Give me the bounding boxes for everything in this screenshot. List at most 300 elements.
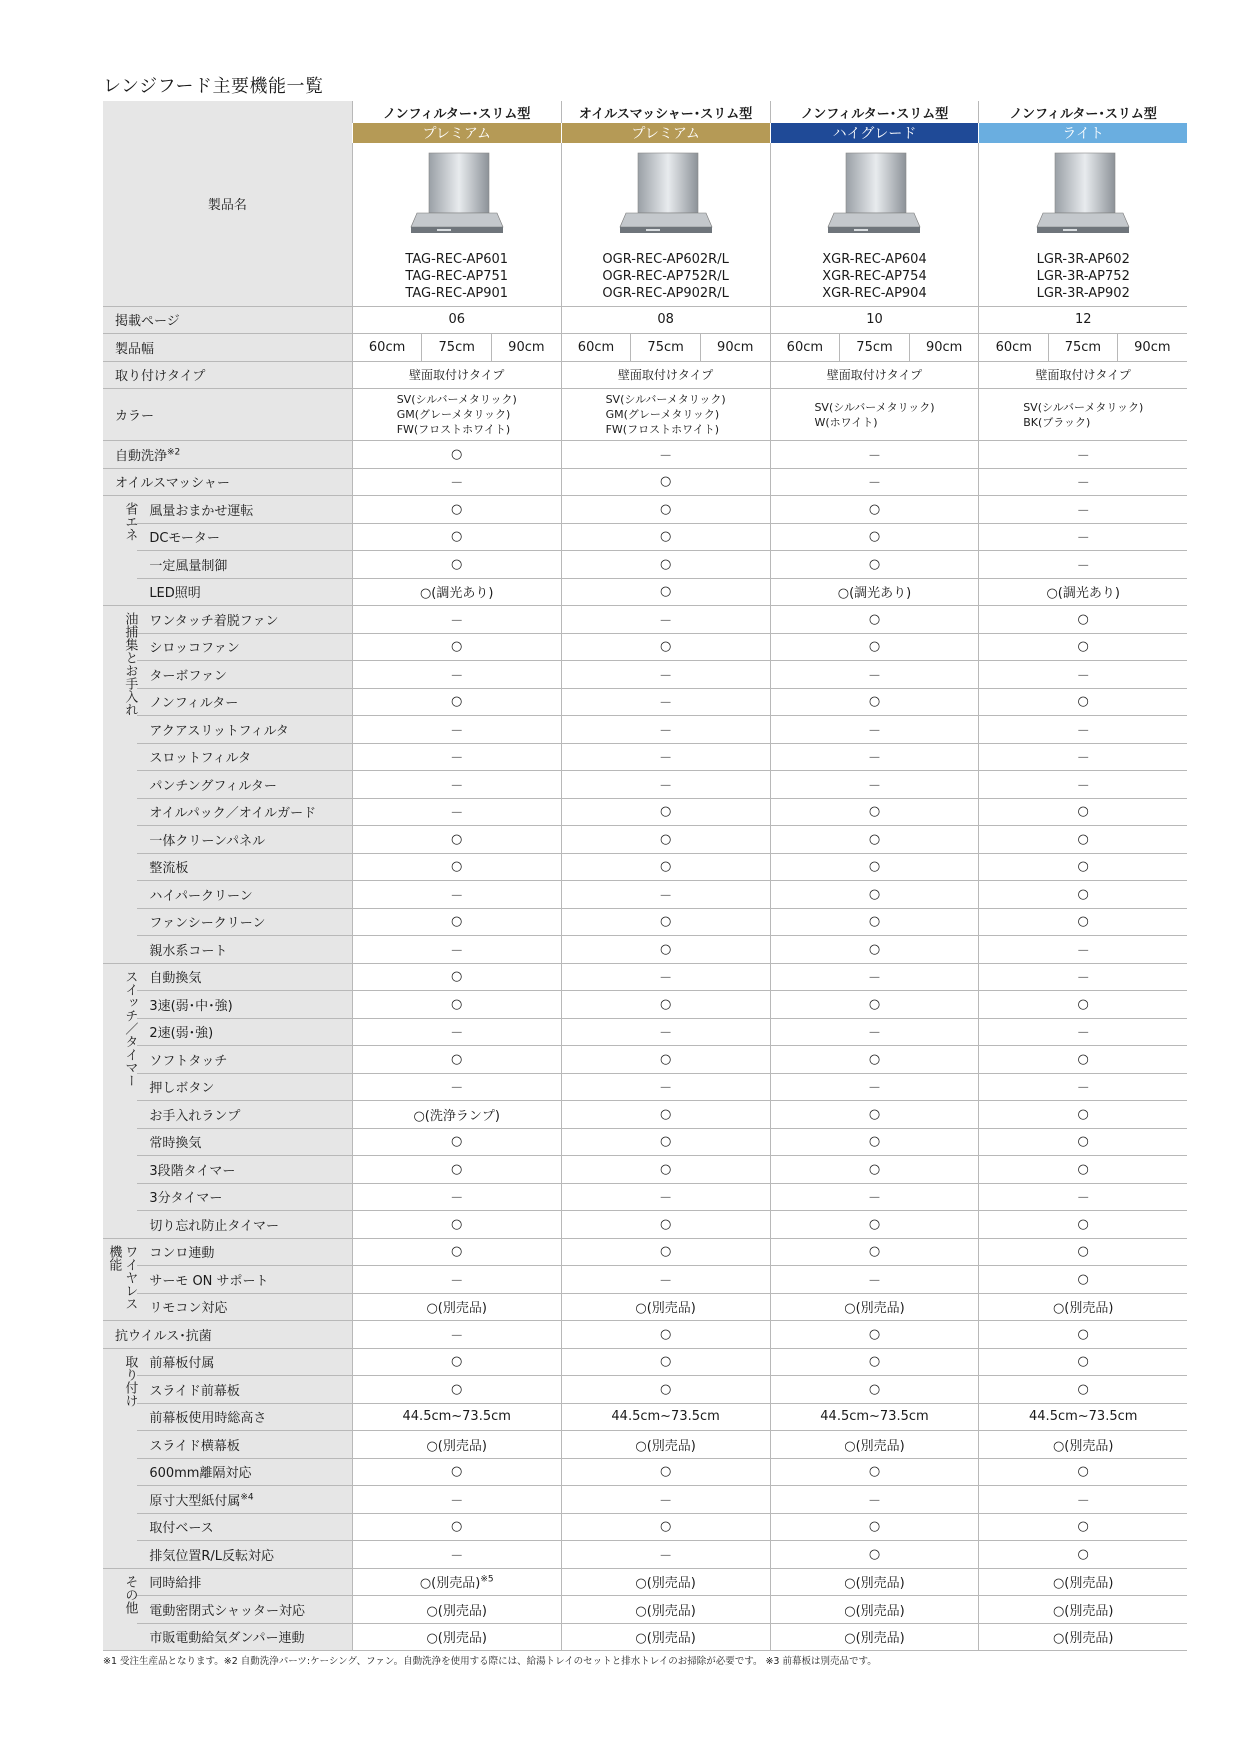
feature-value-text: － bbox=[867, 448, 881, 464]
feature-label bbox=[137, 1101, 352, 1129]
feature-value-text: ○ bbox=[659, 1106, 672, 1122]
feature-label bbox=[137, 1623, 352, 1651]
feature-value bbox=[979, 633, 1187, 661]
feature-value-text: ○ bbox=[659, 1161, 672, 1177]
feature-value-text: － bbox=[1076, 971, 1090, 987]
feature-value bbox=[561, 496, 770, 524]
feature-value bbox=[561, 1403, 770, 1431]
feature-value-text: － bbox=[659, 613, 673, 629]
feature-value-text: ○(別売品) bbox=[1052, 1301, 1114, 1317]
feature-label-text: コンロ連動 bbox=[149, 1246, 215, 1262]
feature-row bbox=[103, 523, 1187, 551]
feature-value bbox=[352, 853, 561, 881]
feature-value-text: ○ bbox=[659, 584, 672, 600]
feature-value bbox=[979, 1293, 1187, 1321]
feature-value bbox=[770, 1458, 979, 1486]
feature-value-text: ○ bbox=[1077, 1546, 1089, 1562]
model-list bbox=[979, 251, 1187, 302]
feature-value bbox=[979, 936, 1187, 964]
feature-group-label: 省エネ bbox=[103, 496, 137, 606]
feature-label-text: LED照明 bbox=[149, 586, 201, 602]
feature-value bbox=[770, 1376, 979, 1404]
feature-label bbox=[137, 1183, 352, 1211]
feature-label bbox=[137, 1376, 352, 1404]
feature-value bbox=[770, 991, 979, 1019]
feature-value bbox=[770, 1046, 979, 1074]
feature-value-text: － bbox=[659, 723, 673, 739]
feature-label-text: 3分タイマー bbox=[149, 1191, 223, 1207]
feature-value bbox=[770, 716, 979, 744]
feature-value bbox=[561, 1458, 770, 1486]
feature-row bbox=[103, 853, 1187, 881]
feature-value bbox=[352, 496, 561, 524]
feature-value bbox=[979, 1156, 1187, 1184]
feature-value-text: ○ bbox=[868, 556, 881, 572]
feature-value bbox=[979, 551, 1187, 579]
feature-value bbox=[770, 1486, 979, 1514]
feature-label-text: 2速(弱･強) bbox=[149, 1026, 214, 1042]
feature-value-text: － bbox=[450, 1548, 464, 1564]
feature-value-text: － bbox=[659, 888, 673, 904]
feature-value-text: － bbox=[659, 778, 673, 794]
feature-value bbox=[352, 1128, 561, 1156]
feature-value bbox=[561, 936, 770, 964]
feature-label-text: 600mm離隔対応 bbox=[149, 1466, 252, 1482]
feature-value bbox=[979, 1046, 1187, 1074]
range-hood-image bbox=[824, 151, 924, 241]
model-number: TAG-REC-AP601 bbox=[405, 252, 509, 267]
feature-value-text: ○ bbox=[868, 1381, 881, 1397]
feature-value-text: ○ bbox=[868, 1244, 881, 1260]
feature-value bbox=[979, 1266, 1187, 1294]
feature-value-text: ○ bbox=[1077, 914, 1089, 930]
feature-value-text: － bbox=[1076, 558, 1090, 574]
feature-value-text: ○ bbox=[659, 1051, 672, 1067]
feature-value-text: ○ bbox=[451, 1161, 463, 1177]
feature-value-text: ○ bbox=[1077, 1161, 1089, 1177]
feature-value-text: ○(調光あり) bbox=[1046, 586, 1120, 602]
feature-value bbox=[979, 661, 1187, 689]
width-value: 75cm bbox=[422, 334, 492, 362]
feature-label bbox=[137, 1238, 352, 1266]
feature-value bbox=[979, 991, 1187, 1019]
feature-value-text: － bbox=[1076, 1026, 1090, 1042]
feature-value bbox=[561, 523, 770, 551]
feature-value-text: － bbox=[450, 1026, 464, 1042]
feature-value bbox=[561, 908, 770, 936]
feature-value-text: ○ bbox=[868, 1354, 881, 1370]
feature-value bbox=[770, 798, 979, 826]
feature-value bbox=[979, 1458, 1187, 1486]
feature-value-text: ○ bbox=[451, 694, 463, 710]
width-value: 90cm bbox=[700, 334, 770, 362]
model-number: LGR-3R-AP752 bbox=[1036, 269, 1130, 284]
feature-label bbox=[137, 826, 352, 854]
feature-value-text: ○ bbox=[868, 611, 881, 627]
feature-value-text: 44.5cm~73.5cm bbox=[611, 1409, 720, 1425]
feature-value-text: ○ bbox=[659, 1326, 672, 1342]
feature-value bbox=[770, 881, 979, 909]
width-value: 90cm bbox=[492, 334, 562, 362]
feature-value bbox=[561, 468, 770, 496]
feature-value bbox=[979, 881, 1187, 909]
feature-value-text: ○(別売品) bbox=[844, 1301, 905, 1317]
feature-value-text: ○ bbox=[659, 1134, 672, 1150]
feature-value bbox=[770, 1321, 979, 1349]
feature-value bbox=[979, 1431, 1187, 1459]
feature-value bbox=[352, 551, 561, 579]
feature-row bbox=[103, 743, 1187, 771]
feature-value bbox=[979, 441, 1187, 469]
feature-value-text: ○ bbox=[868, 859, 881, 875]
feature-row bbox=[103, 1486, 1187, 1514]
feature-label-text: 風量おまかせ運転 bbox=[149, 503, 254, 519]
feature-value bbox=[979, 1348, 1187, 1376]
feature-value bbox=[979, 1128, 1187, 1156]
feature-value bbox=[770, 936, 979, 964]
feature-value-text: ○ bbox=[451, 446, 463, 462]
feature-value bbox=[770, 1541, 979, 1569]
feature-value-text: ○ bbox=[451, 501, 463, 517]
feature-label bbox=[137, 991, 352, 1019]
feature-value-text: － bbox=[867, 778, 881, 794]
feature-value-text: － bbox=[867, 476, 881, 492]
feature-value-text: ○ bbox=[868, 804, 881, 820]
feature-value-text: － bbox=[1076, 943, 1090, 959]
feature-value-text: － bbox=[867, 1026, 881, 1042]
feature-value-text: ○ bbox=[451, 831, 463, 847]
feature-value bbox=[979, 1623, 1187, 1651]
feature-row bbox=[103, 1101, 1187, 1129]
feature-label bbox=[137, 1211, 352, 1239]
feature-value bbox=[352, 1596, 561, 1624]
color-option: SV(シルバーメタリック) bbox=[1023, 400, 1144, 414]
feature-value bbox=[352, 1376, 561, 1404]
feature-value bbox=[352, 1431, 561, 1459]
width-value: 75cm bbox=[840, 334, 910, 362]
feature-value-text: ○ bbox=[1077, 694, 1089, 710]
feature-value bbox=[561, 853, 770, 881]
feature-value bbox=[770, 1073, 979, 1101]
feature-label-text: ノンフィルター bbox=[149, 696, 239, 712]
feature-value bbox=[352, 633, 561, 661]
grade-badge: プレミアム bbox=[561, 123, 770, 143]
feature-row bbox=[103, 1541, 1187, 1569]
feature-value-text: ○ bbox=[451, 556, 463, 572]
model-list bbox=[353, 251, 561, 302]
width-value: 75cm bbox=[1049, 334, 1118, 362]
feature-value-text: ○ bbox=[1077, 611, 1089, 627]
feature-value-text: － bbox=[1076, 668, 1090, 684]
feature-value-text: ○ bbox=[659, 1244, 672, 1260]
feature-row bbox=[103, 798, 1187, 826]
feature-value-text: ○(別売品) bbox=[426, 1301, 487, 1317]
range-hood-image bbox=[616, 151, 716, 241]
feature-value-text: － bbox=[1076, 778, 1090, 794]
feature-value-text: ○ bbox=[868, 1161, 881, 1177]
feature-row bbox=[103, 1321, 1187, 1349]
color-option: BK(ブラック) bbox=[1023, 415, 1091, 429]
feature-value bbox=[770, 633, 979, 661]
feature-label bbox=[137, 1293, 352, 1321]
feature-label-text: サーモ ON サポート bbox=[149, 1273, 269, 1289]
feature-label-text: シロッコファン bbox=[149, 641, 240, 657]
feature-value-text: － bbox=[450, 613, 464, 629]
color-option: W(ホワイト) bbox=[814, 415, 878, 429]
product-type: ノンフィルター･スリム型 bbox=[770, 101, 979, 123]
feature-value-text: － bbox=[1076, 448, 1090, 464]
feature-value-text: ○ bbox=[659, 1464, 672, 1480]
feature-row bbox=[103, 468, 1187, 496]
feature-label-text: 排気位置R/L反転対応 bbox=[149, 1548, 274, 1564]
feature-value-text: － bbox=[659, 1026, 673, 1042]
feature-label-text: 前幕板使用時総高さ bbox=[149, 1411, 267, 1427]
feature-value bbox=[561, 606, 770, 634]
model-number: XGR-REC-AP904 bbox=[822, 286, 927, 301]
feature-value bbox=[979, 1018, 1187, 1046]
width-value: 60cm bbox=[770, 334, 840, 362]
footnote-marker: ※5 bbox=[480, 1574, 494, 1585]
feature-group-label: 取り付け bbox=[103, 1348, 137, 1568]
feature-value bbox=[352, 1293, 561, 1321]
color-list bbox=[814, 400, 934, 430]
model-number: OGR-REC-AP902R/L bbox=[602, 286, 729, 301]
feature-value-text: ○ bbox=[868, 1134, 881, 1150]
feature-value bbox=[979, 1211, 1187, 1239]
mount-type: 壁面取付けタイプ bbox=[561, 361, 770, 389]
feature-value bbox=[352, 1568, 561, 1596]
model-list bbox=[771, 251, 979, 302]
feature-value bbox=[561, 1596, 770, 1624]
feature-value bbox=[770, 1128, 979, 1156]
feature-value-text: － bbox=[1076, 1191, 1090, 1207]
feature-value-text: － bbox=[867, 1493, 881, 1509]
color-cell bbox=[561, 389, 770, 441]
feature-value-text: ○ bbox=[1077, 1519, 1089, 1535]
feature-row bbox=[103, 1266, 1187, 1294]
feature-label bbox=[137, 1596, 352, 1624]
feature-value-text: ○ bbox=[659, 996, 672, 1012]
model-number: TAG-REC-AP751 bbox=[405, 269, 509, 284]
feature-label bbox=[137, 633, 352, 661]
feature-row bbox=[103, 661, 1187, 689]
feature-row bbox=[103, 1458, 1187, 1486]
page-number: 10 bbox=[770, 306, 979, 334]
feature-value bbox=[352, 1458, 561, 1486]
feature-value-text: － bbox=[659, 971, 673, 987]
feature-value bbox=[770, 1211, 979, 1239]
model-number: XGR-REC-AP754 bbox=[822, 269, 927, 284]
feature-row bbox=[103, 1596, 1187, 1624]
feature-value bbox=[770, 1266, 979, 1294]
feature-value bbox=[770, 853, 979, 881]
feature-value bbox=[770, 1623, 979, 1651]
feature-value-text: ○ bbox=[451, 1134, 463, 1150]
feature-value-text: ○(調光あり) bbox=[419, 586, 494, 602]
product-type: ノンフィルター･スリム型 bbox=[352, 101, 561, 123]
feature-label bbox=[137, 1018, 352, 1046]
feature-label-text: 親水系コート bbox=[149, 943, 228, 959]
feature-value-text: ○ bbox=[659, 914, 672, 930]
feature-value bbox=[770, 578, 979, 606]
feature-value bbox=[979, 496, 1187, 524]
model-number: TAG-REC-AP901 bbox=[405, 286, 509, 301]
feature-label bbox=[137, 1431, 352, 1459]
model-number: LGR-3R-AP602 bbox=[1036, 252, 1130, 267]
feature-value bbox=[979, 853, 1187, 881]
feature-value-text: － bbox=[1076, 503, 1090, 519]
feature-value bbox=[561, 1101, 770, 1129]
feature-value bbox=[979, 1513, 1187, 1541]
feature-value-text: ○ bbox=[1077, 1134, 1089, 1150]
feature-label-text: 一定風量制御 bbox=[149, 558, 228, 574]
feature-value bbox=[561, 963, 770, 991]
feature-value bbox=[770, 1293, 979, 1321]
feature-label-text: お手入れランプ bbox=[149, 1108, 241, 1124]
width-value: 60cm bbox=[979, 334, 1049, 362]
feature-value-text: ○(別売品) bbox=[426, 1438, 487, 1454]
feature-value bbox=[561, 716, 770, 744]
feature-row bbox=[103, 1073, 1187, 1101]
feature-value-text: － bbox=[450, 751, 464, 767]
feature-row bbox=[103, 963, 1187, 991]
feature-value bbox=[561, 1293, 770, 1321]
feature-label bbox=[137, 496, 352, 524]
feature-value-text: ○ bbox=[868, 914, 881, 930]
grade-badge: ハイグレード bbox=[770, 123, 979, 143]
feature-value-text: ○ bbox=[451, 1519, 463, 1535]
color-option: SV(シルバーメタリック) bbox=[396, 393, 517, 406]
feature-value bbox=[352, 1101, 561, 1129]
feature-value-text: ○ bbox=[1077, 886, 1089, 902]
feature-value bbox=[561, 826, 770, 854]
feature-value-text: ○ bbox=[868, 1051, 881, 1067]
feature-value-text: － bbox=[659, 448, 673, 464]
feature-value-text: ○ bbox=[868, 694, 881, 710]
feature-value bbox=[561, 1266, 770, 1294]
feature-row bbox=[103, 606, 1187, 634]
product-name-label-text: 製品名 bbox=[207, 197, 247, 213]
feature-row bbox=[103, 1348, 1187, 1376]
feature-label-text: 抗ウイルス･抗菌 bbox=[115, 1328, 212, 1344]
feature-value-text: 44.5cm~73.5cm bbox=[402, 1409, 511, 1425]
model-list bbox=[562, 251, 770, 302]
feature-value bbox=[770, 606, 979, 634]
feature-value bbox=[561, 798, 770, 826]
feature-row bbox=[103, 991, 1187, 1019]
feature-value-text: － bbox=[1076, 723, 1090, 739]
feature-value-text: ○ bbox=[868, 1106, 881, 1122]
feature-value bbox=[979, 523, 1187, 551]
feature-value-text: ○ bbox=[659, 529, 672, 545]
feature-value bbox=[979, 1376, 1187, 1404]
feature-value bbox=[561, 1431, 770, 1459]
feature-label-text: 切り忘れ防止タイマー bbox=[149, 1218, 280, 1234]
feature-value bbox=[561, 1486, 770, 1514]
feature-value bbox=[561, 991, 770, 1019]
feature-value-text: ○(別売品) bbox=[1052, 1631, 1114, 1647]
feature-value-text: ○ bbox=[451, 1464, 463, 1480]
feature-value bbox=[770, 1596, 979, 1624]
feature-value bbox=[352, 743, 561, 771]
feature-value-text: ○ bbox=[451, 996, 463, 1012]
feature-value-text: ○(別売品) bbox=[844, 1576, 905, 1592]
feature-value bbox=[770, 908, 979, 936]
feature-value bbox=[352, 881, 561, 909]
feature-value bbox=[561, 688, 770, 716]
feature-row bbox=[103, 688, 1187, 716]
feature-value-text: － bbox=[1076, 476, 1090, 492]
feature-value-text: ○ bbox=[659, 556, 672, 572]
feature-value-text: ○ bbox=[659, 831, 672, 847]
feature-value-text: － bbox=[659, 668, 673, 684]
mount-type: 壁面取付けタイプ bbox=[352, 361, 561, 389]
feature-value-text: ○(別売品) bbox=[635, 1603, 696, 1619]
feature-value-text: － bbox=[867, 1191, 881, 1207]
feature-value bbox=[979, 798, 1187, 826]
feature-label bbox=[137, 1403, 352, 1431]
feature-label bbox=[137, 1073, 352, 1101]
feature-value bbox=[561, 578, 770, 606]
feature-value-text: ○ bbox=[868, 501, 881, 517]
product-name-label bbox=[103, 101, 352, 306]
feature-value bbox=[561, 881, 770, 909]
page-number: 06 bbox=[352, 306, 561, 334]
color-label: カラー bbox=[103, 389, 352, 441]
feature-value bbox=[561, 1568, 770, 1596]
feature-value bbox=[770, 1348, 979, 1376]
feature-value bbox=[352, 826, 561, 854]
feature-label-text: ターボファン bbox=[149, 668, 228, 684]
feature-value bbox=[979, 771, 1187, 799]
mount-label: 取り付けタイプ bbox=[103, 361, 352, 389]
feature-label-text: スライド横幕板 bbox=[149, 1438, 240, 1454]
product-photo-cell bbox=[561, 143, 770, 306]
feature-label-text: スライド前幕板 bbox=[149, 1383, 240, 1399]
feature-value bbox=[561, 1156, 770, 1184]
range-hood-image bbox=[1033, 151, 1133, 241]
feature-value bbox=[352, 936, 561, 964]
feature-label bbox=[137, 578, 352, 606]
product-photo-cell bbox=[352, 143, 561, 306]
feature-value bbox=[561, 1211, 770, 1239]
feature-label-text: 常時換気 bbox=[149, 1136, 202, 1152]
feature-value-text: ○ bbox=[1077, 1106, 1089, 1122]
feature-value bbox=[561, 1046, 770, 1074]
feature-value-text: － bbox=[450, 888, 464, 904]
model-number: OGR-REC-AP752R/L bbox=[602, 269, 729, 284]
feature-value-text: － bbox=[450, 1081, 464, 1097]
feature-value bbox=[979, 1321, 1187, 1349]
feature-label-text: 自動洗浄 bbox=[115, 448, 168, 464]
feature-value bbox=[770, 1018, 979, 1046]
feature-value-text: 44.5cm~73.5cm bbox=[820, 1409, 929, 1425]
mount-type: 壁面取付けタイプ bbox=[770, 361, 979, 389]
feature-value bbox=[352, 523, 561, 551]
feature-row bbox=[103, 771, 1187, 799]
feature-value bbox=[352, 1018, 561, 1046]
feature-value-text: ○ bbox=[659, 501, 672, 517]
color-row bbox=[103, 389, 1187, 441]
feature-value bbox=[979, 908, 1187, 936]
feature-value bbox=[561, 441, 770, 469]
feature-row bbox=[103, 826, 1187, 854]
feature-value bbox=[352, 688, 561, 716]
feature-value bbox=[352, 578, 561, 606]
feature-value bbox=[352, 1156, 561, 1184]
feature-label bbox=[137, 716, 352, 744]
feature-value-text: － bbox=[1076, 1081, 1090, 1097]
